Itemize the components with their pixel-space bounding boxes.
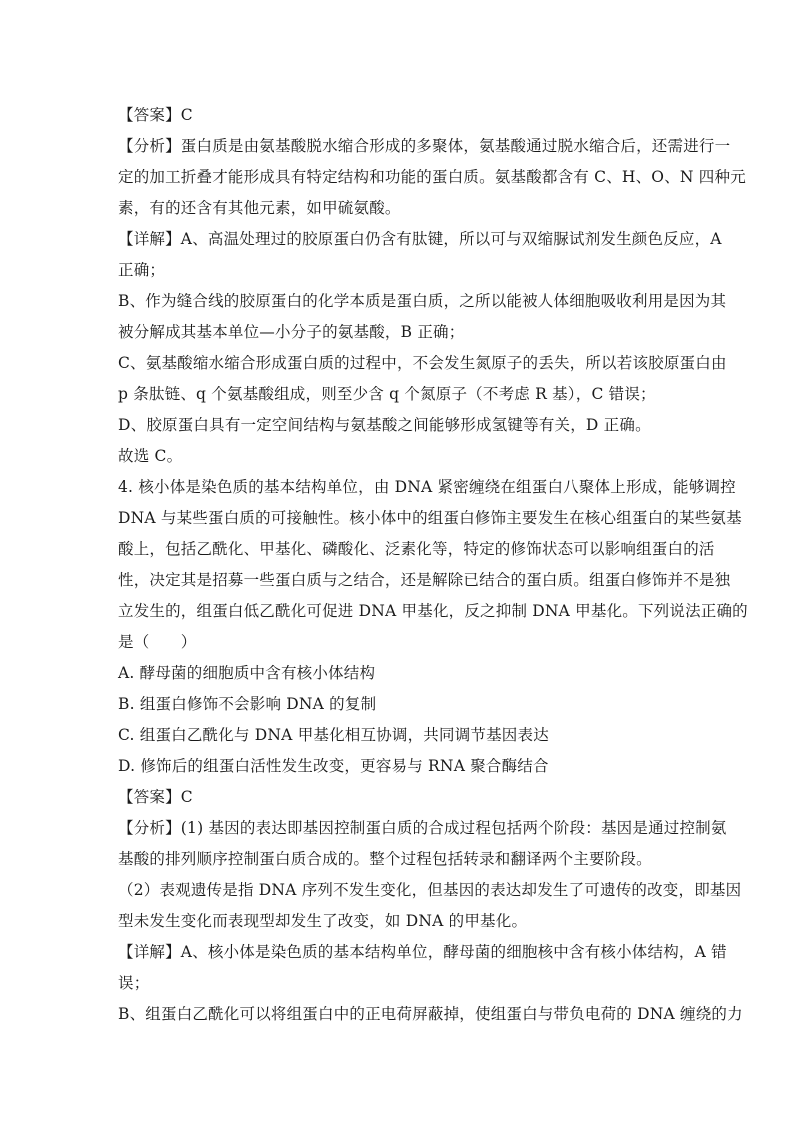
question-line: 4. 核小体是染色质的基本结构单位，由 DNA 紧密缠绕在组蛋白八聚体上形成，能够调控	[118, 478, 736, 496]
text-line: 被分解成其基本单位—小分子的氨基酸，B 正确；	[118, 323, 465, 341]
text-line: 型未发生变化而表现型却发生了改变，如 DNA 的甲基化。	[118, 912, 528, 930]
text-line: 【答案】C	[118, 788, 193, 806]
option-b: B. 组蛋白修饰不会影响 DNA 的复制	[118, 695, 377, 713]
text-line: B、作为缝合线的胶原蛋白的化学本质是蛋白质，之所以能被人体细胞吸收利用是因为其	[118, 292, 727, 310]
text-line: （2）表观遗传是指 DNA 序列不发生变化，但基因的表达却发生了可遗传的改变，即基因	[118, 881, 742, 899]
text-line: 正确；	[118, 261, 166, 279]
question-line: 性，决定其是招募一些蛋白质与之结合，还是解除已结合的蛋白质。组蛋白修饰并不是独	[118, 571, 731, 589]
text-line: D、胶原蛋白具有一定空间结构与氨基酸之间能够形成氢键等有关，D 正确。	[118, 416, 651, 434]
text-line: 误；	[118, 974, 150, 992]
text-line: 【分析】(1) 基因的表达即基因控制蛋白质的合成过程包括两个阶段：基因是通过控制氨	[118, 819, 727, 837]
text-line: 素，有的还含有其他元素，如甲硫氨酸。	[118, 199, 401, 217]
option-a: A. 酵母菌的细胞质中含有核小体结构	[118, 664, 376, 682]
text-line: 【详解】A、高温处理过的胶原蛋白仍含有肽键，所以可与双缩脲试剂发生颜色反应，A	[118, 230, 722, 248]
question-line: 酸上，包括乙酰化、甲基化、磷酸化、泛素化等，特定的修饰状态可以影响组蛋白的活	[118, 540, 715, 558]
text-line: p 条肽链、q 个氨基酸组成，则至少含 q 个氮原子（不考虑 R 基），C 错误；	[118, 385, 656, 403]
text-line: C、氨基酸缩水缩合形成蛋白质的过程中，不会发生氮原子的丢失，所以若该胶原蛋白由	[118, 354, 727, 372]
text-line: 基酸的排列顺序控制蛋白质合成的。整个过程包括转录和翻译两个主要阶段。	[118, 850, 652, 868]
text-line: 故选 C。	[118, 447, 183, 465]
text-line: 定的加工折叠才能形成具有特定结构和功能的蛋白质。氨基酸都含有 C、H、O、N 四种元	[118, 168, 746, 186]
option-d: D. 修饰后的组蛋白活性发生改变，更容易与 RNA 聚合酶结合	[118, 757, 549, 775]
text-line: 【分析】蛋白质是由氨基酸脱水缩合形成的多聚体，氨基酸通过脱水缩合后，还需进行一	[118, 137, 731, 155]
question-line: 立发生的，组蛋白低乙酰化可促进 DNA 甲基化，反之抑制 DNA 甲基化。下列说法正确的	[118, 602, 748, 620]
question-line: 是（ ）	[118, 633, 197, 651]
document-body	[118, 100, 748, 1030]
text-line: 【详解】A、核小体是染色质的基本结构单位，酵母菌的细胞核中含有核小体结构，A 错	[118, 943, 727, 961]
text-line: B、组蛋白乙酰化可以将组蛋白中的正电荷屏蔽掉，使组蛋白与带负电荷的 DNA 缠绕的力	[118, 1005, 743, 1023]
text-line: 【答案】C	[118, 106, 193, 124]
question-line: DNA 与某些蛋白质的可接触性。核小体中的组蛋白修饰主要发生在核心组蛋白的某些氨基	[118, 509, 742, 527]
option-c: C. 组蛋白乙酰化与 DNA 甲基化相互协调，共同调节基因表达	[118, 726, 549, 744]
